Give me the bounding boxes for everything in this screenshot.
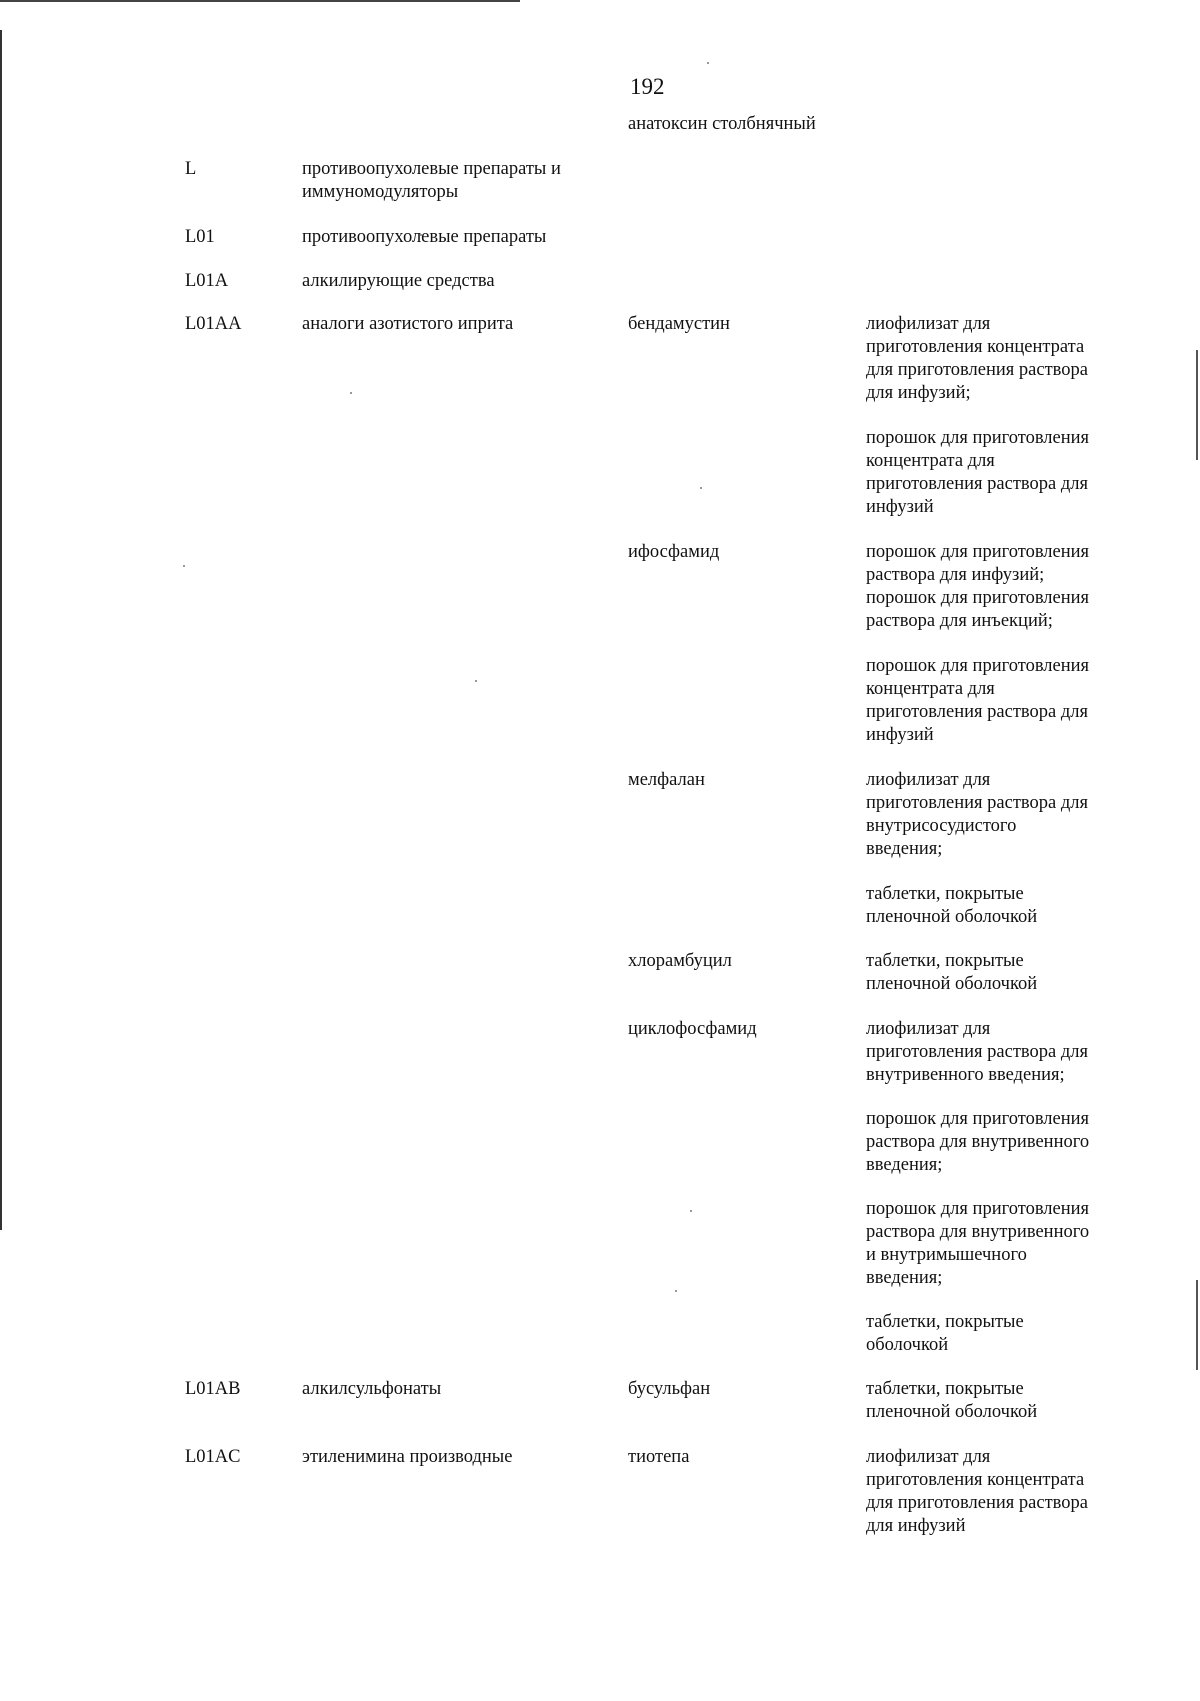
dosage-form-cell: оболочкой (866, 1335, 949, 1355)
code-cell: L01AB (185, 1379, 241, 1399)
code-cell: L01 (185, 227, 215, 247)
scan-left-edge (0, 30, 2, 1230)
dosage-form-cell: инфузий (866, 497, 934, 517)
scan-speck (700, 487, 702, 489)
dosage-form-cell: и внутримышечного (866, 1245, 1027, 1265)
dosage-form-cell: приготовления раствора для (866, 702, 1088, 722)
dosage-form-cell: порошок для приготовления (866, 1199, 1090, 1219)
page-number: 192 (630, 74, 665, 99)
dosage-form-cell: приготовления раствора для (866, 1042, 1088, 1062)
scan-speck (675, 1290, 677, 1292)
dosage-form-cell: пленочной оболочкой (866, 974, 1038, 994)
drug-name-cell: хлорамбуцил (628, 951, 732, 971)
group-name-cell: этиленимина производные (302, 1447, 513, 1467)
dosage-form-cell: порошок для приготовления (866, 588, 1090, 608)
scan-right-edge-mark (1196, 350, 1198, 460)
scan-speck (183, 565, 185, 567)
code-cell: L01AC (185, 1447, 241, 1467)
dosage-form-cell: порошок для приготовления (866, 542, 1090, 562)
drug-name-cell: бусульфан (628, 1379, 711, 1399)
dosage-form-cell: приготовления концентрата (866, 337, 1085, 357)
dosage-form-cell: раствора для внутривенного (866, 1222, 1090, 1242)
code-cell: L01AA (185, 314, 242, 334)
drug-name-cell: мелфалан (628, 770, 705, 790)
drug-name-cell: анатоксин столбнячный (628, 114, 816, 134)
dosage-form-cell: введения; (866, 839, 943, 859)
dosage-form-cell: для приготовления раствора (866, 1493, 1088, 1513)
dosage-form-cell: приготовления концентрата (866, 1470, 1085, 1490)
dosage-form-cell: лиофилизат для (866, 1019, 991, 1039)
dosage-form-cell: для инфузий (866, 1516, 966, 1536)
scan-top-edge (0, 0, 520, 2)
dosage-form-cell: раствора для внутривенного (866, 1132, 1090, 1152)
group-name-cell: алкилсульфонаты (302, 1379, 442, 1399)
dosage-form-cell: таблетки, покрытые (866, 884, 1024, 904)
dosage-form-cell: для приготовления раствора (866, 360, 1088, 380)
dosage-form-cell: пленочной оболочкой (866, 907, 1038, 927)
dosage-form-cell: приготовления раствора для (866, 474, 1088, 494)
drug-name-cell: циклофосфамид (628, 1019, 757, 1039)
dosage-form-cell: таблетки, покрытые (866, 951, 1024, 971)
group-name-cell: аналоги азотистого иприта (302, 314, 514, 334)
scan-speck (475, 680, 477, 682)
group-name-cell: алкилирующие средства (302, 271, 495, 291)
drug-name-cell: тиотепа (628, 1447, 690, 1467)
dosage-form-cell: порошок для приготовления (866, 428, 1090, 448)
dosage-form-cell: внутрисосудистого (866, 816, 1017, 836)
dosage-form-cell: таблетки, покрытые (866, 1379, 1024, 1399)
group-name-cell: противоопухолевые препараты (302, 227, 547, 247)
dosage-form-cell: лиофилизат для (866, 314, 991, 334)
scan-right-edge-mark (1196, 1280, 1198, 1370)
dosage-form-cell: концентрата для (866, 451, 995, 471)
dosage-form-cell: концентрата для (866, 679, 995, 699)
dosage-form-cell: раствора для инъекций; (866, 611, 1053, 631)
dosage-form-cell: введения; (866, 1268, 943, 1288)
scan-speck (707, 62, 709, 64)
dosage-form-cell: таблетки, покрытые (866, 1312, 1024, 1332)
code-cell: L01A (185, 271, 229, 291)
dosage-form-cell: лиофилизат для (866, 770, 991, 790)
dosage-form-cell: раствора для инфузий; (866, 565, 1045, 585)
scan-speck (690, 1210, 692, 1212)
dosage-form-cell: для инфузий; (866, 383, 971, 403)
dosage-form-cell: пленочной оболочкой (866, 1402, 1038, 1422)
dosage-form-cell: инфузий (866, 725, 934, 745)
group-name-cell: иммуномодуляторы (302, 182, 459, 202)
dosage-form-cell: порошок для приготовления (866, 656, 1090, 676)
drug-name-cell: бендамустин (628, 314, 730, 334)
scan-speck (350, 392, 352, 394)
dosage-form-cell: введения; (866, 1155, 943, 1175)
drug-name-cell: ифосфамид (628, 542, 720, 562)
dosage-form-cell: порошок для приготовления (866, 1109, 1090, 1129)
dosage-form-cell: приготовления раствора для (866, 793, 1088, 813)
dosage-form-cell: внутривенного введения; (866, 1065, 1065, 1085)
code-cell: L (185, 159, 197, 179)
group-name-cell: противоопухолевые препараты и (302, 159, 561, 179)
dosage-form-cell: лиофилизат для (866, 1447, 991, 1467)
